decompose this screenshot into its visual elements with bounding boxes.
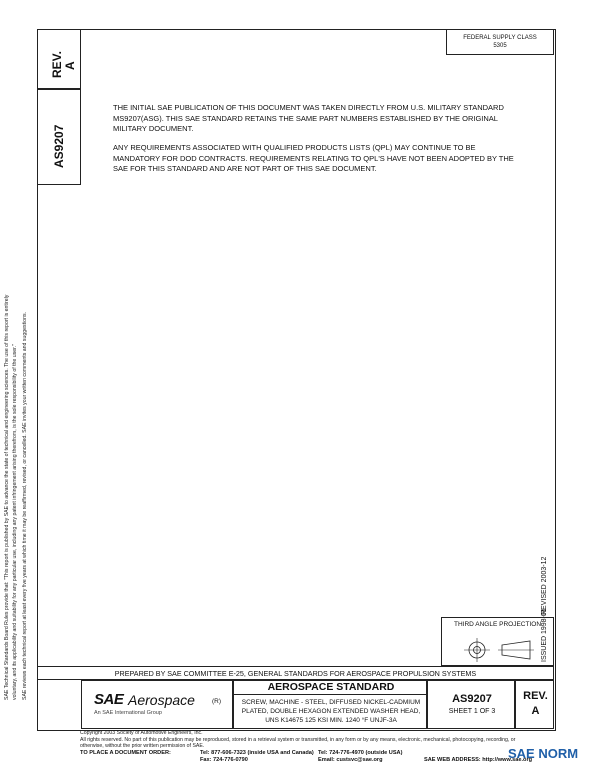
title-cell [212, 680, 427, 729]
logo-cell [81, 680, 233, 729]
sae-logo: SAE [94, 691, 124, 708]
title-line-1: SCREW, MACHINE - STEEL, DIFFUSED NICKEL-CADMIUM [241, 699, 421, 706]
aerospace-logo-text: Aerospace [128, 692, 195, 708]
copyright-block [80, 730, 550, 750]
rev-value-bottom: A [531, 705, 540, 717]
sidebar-notice-1: SAE Technical Standards Board Rules provide that: "This report is published by SAE to advance the state of technical and engineering sciences. The use of this report is entirely [4, 294, 10, 700]
sidebar-notice-3: SAE reviews each technical report at least every five years at which time it may be reaffirmed, revised, or cancelled. SAE invites your written comments and suggestions. [22, 312, 28, 700]
sheet-number: SHEET 1 OF 3 [448, 708, 496, 715]
rev-value-top: A [63, 61, 77, 70]
title-line-2: PLATED, DOUBLE HEXAGON EXTENDED WASHER HEAD, [241, 708, 421, 715]
rev-label-top: REV. [50, 51, 64, 78]
rights-line-1: All rights reserved. No part of this publication may be reproduced, stored in a retrieval system or transmitted, in any form or by any means, electronic, mechanical, photocopying, recording, or [80, 736, 516, 743]
doc-number-bottom: AS9207 [452, 693, 492, 705]
doc-number-top: AS9207 [52, 124, 66, 168]
projection-symbol-icon [442, 630, 552, 666]
email: Email: custsvc@sae.org [318, 757, 383, 763]
third-angle-projection-box [441, 617, 554, 666]
title-line-3: UNS K14675 125 KSI MIN. 1240 °F UNJF-3A [265, 717, 397, 724]
order-block [80, 750, 171, 757]
body-paragraph-2: ANY REQUIREMENTS ASSOCIATED WITH QUALIFIED PRODUCTS LISTS (QPL) MAY CONTINUE TO BE MANDATORY FOR DOD CONTRACTS. REQUIREMENTS RELATING TO QPL'S HAVE NOT BEEN ADOPTED BY THE SAE FOR THIS STANDARD AND ARE NOT PART OF THIS SAE DOCUMENT. [113, 143, 514, 173]
doc-number-cell [427, 680, 515, 729]
rev-box-top [37, 29, 81, 89]
prepared-by-bar: PREPARED BY SAE COMMITTEE E-25, GENERAL STANDARDS FOR AEROSPACE PROPULSION SYSTEMS [37, 666, 554, 680]
federal-supply-class-box [446, 29, 554, 55]
revised-date: REVISED 2003-12 [541, 556, 548, 615]
order-label: TO PLACE A DOCUMENT ORDER: [80, 750, 171, 756]
rev-label-bottom: REV. [523, 690, 548, 702]
federal-supply-class-label: FEDERAL SUPPLY CLASS [463, 35, 537, 41]
logo-tagline: An SAE International Group [94, 710, 162, 716]
document-title [234, 698, 428, 725]
doc-number-box-top [37, 89, 81, 185]
rev-cell-bottom [515, 680, 554, 729]
projection-title: THIRD ANGLE PROJECTION [453, 621, 542, 628]
standard-label: AEROSPACE STANDARD [234, 681, 428, 695]
issued-date: ISSUED 1998-01 [541, 608, 548, 662]
watermark: SAE NORM [508, 746, 579, 761]
web-address[interactable]: SAE WEB ADDRESS: http://www.sae.org [424, 757, 533, 763]
fax: Fax: 724-776-0790 [200, 757, 248, 763]
tel-usa: Tel: 877-606-7323 (inside USA and Canada) [200, 750, 314, 756]
sidebar-notice-2: voluntary, and its applicability and suitability for any particular use, including any patent infringement arising therefrom, is the sole responsibility of the user." [12, 344, 18, 700]
copyright-line: Copyright 2003 Society of Automotive Engineers, Inc. [80, 730, 203, 736]
revision-mark: (R) [212, 698, 222, 705]
rights-line-2: otherwise, without the prior written permission of SAE. [80, 743, 205, 750]
order-contacts [318, 750, 402, 764]
body-paragraph-1: THE INITIAL SAE PUBLICATION OF THIS DOCUMENT WAS TAKEN DIRECTLY FROM U.S. MILITARY STANDARD MS9207(ASG). THIS SAE STANDARD RETAINS THE SAME PART NUMBERS ESTABLISHED BY THE ORIGINAL MILITARY DOCUMENT. [113, 103, 504, 133]
order-phones [200, 750, 314, 764]
federal-supply-class-value: 5305 [493, 43, 507, 49]
tel-outside: Tel: 724-776-4970 (outside USA) [318, 750, 403, 756]
